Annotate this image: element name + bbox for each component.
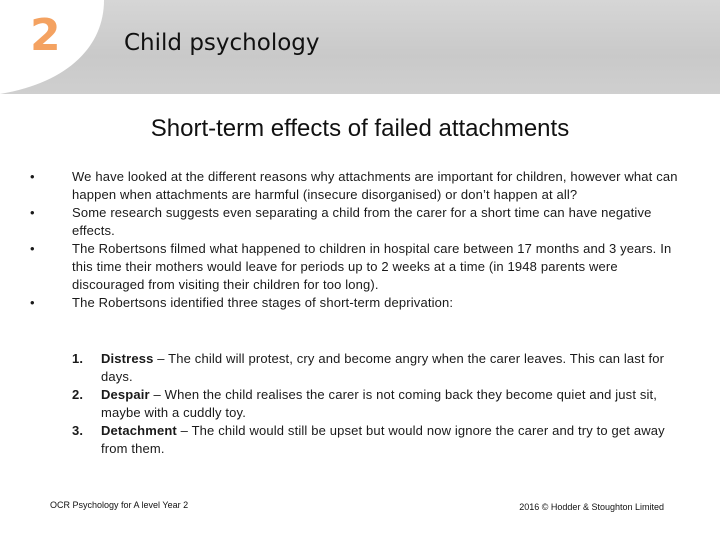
stages-list: [72, 350, 692, 458]
bullet-marker: •: [30, 295, 35, 310]
chapter-number: 2: [30, 10, 61, 61]
bullet-text: We have looked at the different reasons why attachments are important for children, however what can happen when attachments are harmful (insecure disorganised) or don’t happen at all?: [72, 169, 678, 202]
bullet-item: [30, 168, 690, 204]
bullet-text: Some research suggests even separating a child from the carer for a short time can have negative effects.: [72, 205, 652, 238]
footer-book-title: OCR Psychology for A level Year 2: [50, 500, 189, 510]
bullet-text: The Robertsons filmed what happened to children in hospital care between 17 months and 3 years. In this time their mothers would leave for periods up to 2 weeks at a time (in 1948 parents were discouraged from visiting their children for too long).: [72, 241, 672, 292]
stage-number: 3.: [72, 423, 84, 438]
bullet-item: [30, 240, 690, 294]
bullet-text: The Robertsons identified three stages of short-term deprivation:: [72, 295, 454, 310]
stage-term: Distress: [101, 351, 154, 366]
header-bar: [0, 0, 720, 94]
stage-number: 1.: [72, 351, 84, 366]
stage-item: [72, 422, 692, 458]
stage-term: Despair: [101, 387, 150, 402]
stage-item: [72, 350, 692, 386]
stage-item: [72, 386, 692, 422]
bullet-marker: •: [30, 169, 35, 184]
bullet-item: [30, 204, 690, 240]
footer-copyright: 2016 © Hodder & Stoughton Limited: [519, 502, 664, 512]
header-title: Child psychology: [124, 30, 320, 56]
slide-title: Short-term effects of failed attachments: [150, 115, 570, 142]
bullet-item: [30, 294, 690, 312]
stage-text: – The child will protest, cry and become angry when the carer leaves. This can last for days.: [101, 351, 665, 384]
stage-number: 2.: [72, 387, 84, 402]
bullet-marker: •: [30, 241, 35, 256]
stage-text: – When the child realises the carer is not coming back they become quiet and just sit, maybe with a cuddly toy.: [101, 387, 658, 420]
stage-term: Detachment: [101, 423, 177, 438]
bullet-marker: •: [30, 205, 35, 220]
bullet-list: [30, 168, 690, 312]
stage-text: – The child would still be upset but would now ignore the carer and try to get away from them.: [101, 423, 665, 456]
